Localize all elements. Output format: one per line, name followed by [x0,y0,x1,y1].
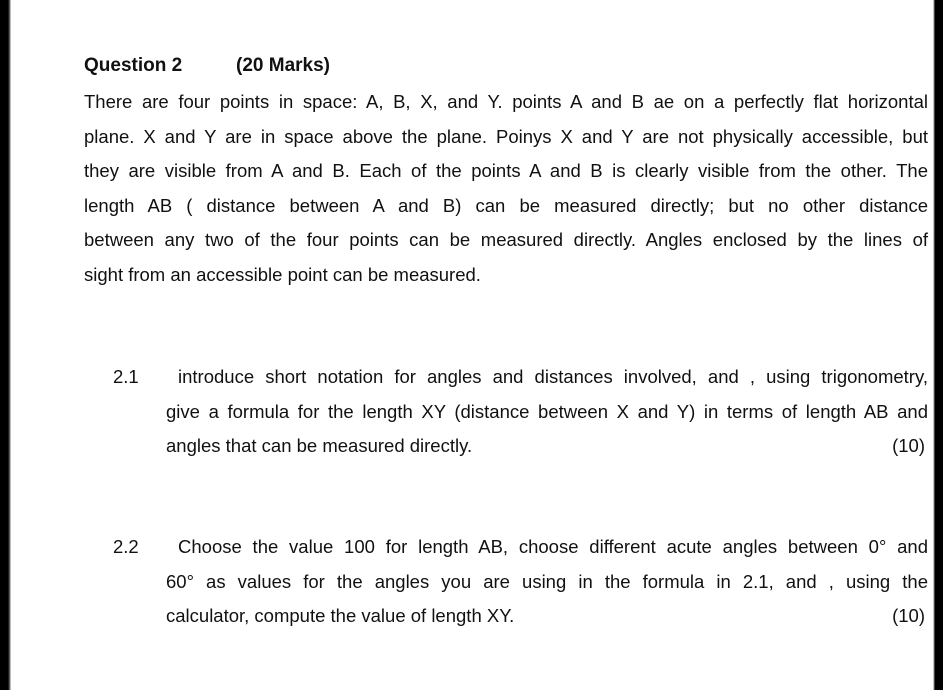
intro-line: they are visible from A and B. Each of the points A and B is clearly visible from the other. The [84,160,928,181]
part-line: give a formula for the length XY (distance between X and Y) in terms of length AB and [166,400,928,422]
part-line-last [166,599,928,634]
question-heading [84,55,330,77]
intro-paragraph [84,85,928,292]
part-marks: (10) [892,605,925,626]
part-line-last [166,429,928,464]
intro-line: There are four points in space: A, B, X, and Y. points A and B ae on a perfectly flat horizontal [84,91,928,112]
part-body [166,530,928,634]
intro-line: length AB ( distance between A and B) can be measured directly; but no other distance [84,194,928,216]
part-line: Choose the value 100 for length AB, choose different acute angles between 0° and [178,536,928,557]
intro-line: plane. X and Y are in space above the plane. Poinys X and Y are not physically accessible, but [84,125,928,147]
part-number: 2.2 [113,536,139,557]
question-title: Question 2 [84,55,183,76]
part-body [166,360,928,464]
part-number: 2.1 [113,366,139,387]
question-marks: (20 Marks) [236,55,330,76]
part-line-text: angles that can be measured directly. [166,435,473,456]
part-line: introduce short notation for angles and distances involved, and , using trigonometry, [178,366,928,387]
part-marks: (10) [892,435,925,456]
intro-line: between any two of the four points can be measured directly. Angles enclosed by the lines of [84,229,928,250]
left-page-edge [0,0,11,690]
part-line: 60° as values for the angles you are using in the formula in 2.1, and , using the [166,570,928,592]
intro-line: sight from an accessible point can be measured. [84,263,481,285]
part-line-text: calculator, compute the value of length XY. [166,605,515,626]
right-page-edge [933,0,943,690]
